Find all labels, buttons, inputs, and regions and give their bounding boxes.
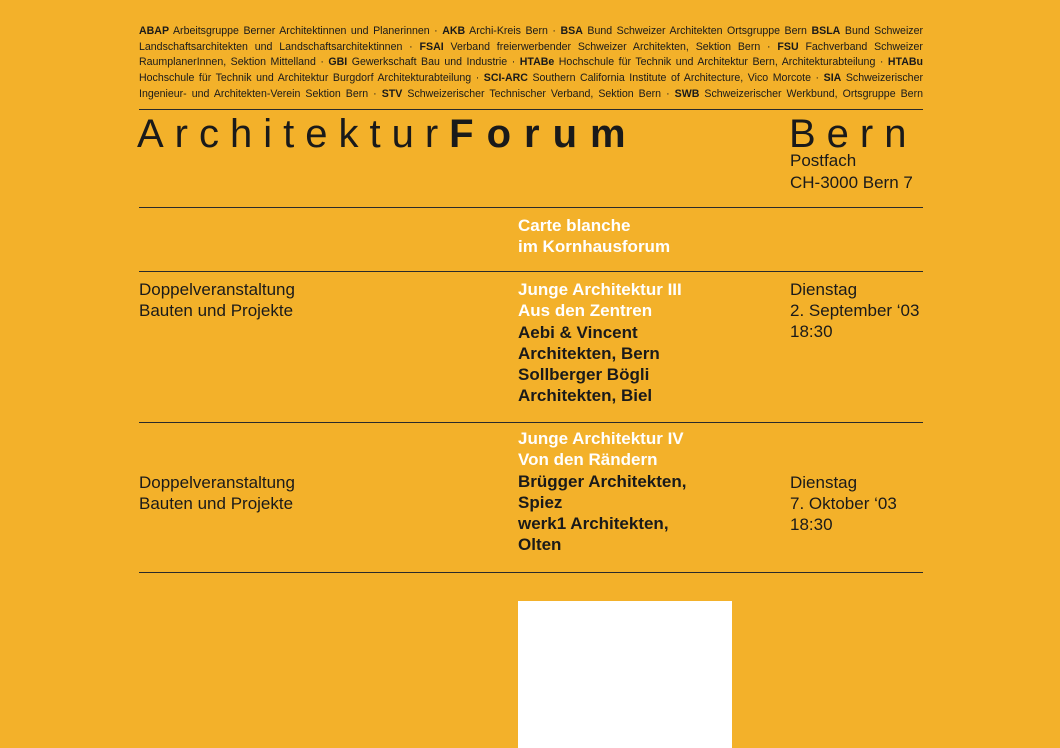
member-name: Fachverband Schweizer RaumplanerInnen, Sektion Mittelland [139, 40, 923, 69]
event-day: Dienstag [790, 280, 858, 299]
event-title: Junge Architektur IV [518, 429, 684, 448]
event-speaker: Architekten, Biel [518, 386, 653, 406]
member-name: Bund Schweizer Landschaftsarchitekten und Landschaftsarchitektinnen [139, 25, 924, 53]
event-title: Junge Architektur III [518, 280, 682, 299]
member-abbr: SIA [823, 72, 842, 85]
member-name: Southern California Institute of Architecture, Vico Morcote [532, 72, 811, 85]
address-line: Postfach [790, 151, 857, 170]
divider [139, 207, 923, 208]
member-name: Hochschule für Technik und Architektur Bern, Architekturabteilung [558, 56, 876, 69]
event-date: 7. Oktober ‘03 [790, 494, 897, 513]
member-name: Archi-Kreis Bern [469, 25, 548, 37]
event-date: 2. September ‘03 [790, 301, 920, 320]
event-details [518, 279, 778, 407]
event-type [139, 279, 295, 321]
member-name: Hochschule für Technik und Architektur Burgdorf Architekturabteilung [139, 72, 472, 85]
intro-line: Carte blanche [518, 216, 631, 235]
event-speaker: Spiez [518, 492, 563, 512]
member-name: Schweizerischer Werkbund, Ortsgruppe Bern [704, 87, 923, 100]
intro-heading [518, 215, 778, 258]
member-name: Schweizerischer Ingenieur- und Architekten-Verein Sektion Bern [139, 72, 923, 100]
member-abbr: GBI [328, 56, 348, 69]
event-type-line: Bauten und Projekte [139, 301, 294, 320]
member-abbr: SWB [674, 87, 700, 100]
member-abbr: STV [381, 87, 403, 100]
masthead-architektur: Architektur [137, 112, 450, 156]
event-speaker: Architekten, Bern [518, 343, 660, 363]
event-day: Dienstag [790, 473, 858, 492]
event-type-line: Doppelveranstaltung [139, 280, 295, 299]
member-organizations: ABAP Arbeitsgruppe Berner Architektinnen und Planerinnen · AKB Archi-Kreis Bern · BSA Bund Schweizer Architekten Ortsgruppe Bern BSLA Bund Schweizer Landschaftsarchitekten und Landschaftsarchitektinnen · FSAI Verband freierwerbender Schweizer Architekten, Sektion Bern · FSU Fachverband Schweizer RaumplanerInnen, Sektion Mittelland · GBI Gewerkschaft Bau und Industrie · HTABe Hochschule für Technik und Architektur Bern, Architekturabteilung · HTABu Hochschule für Technik und Architektur Burgdorf Architekturabteilung · SCI-ARC Southern California Institute of Architecture, Vico Morcote · SIA Schweizerischer Ingenieur- und Architekten-Verein Sektion Bern · STV Schweizerischer Technischer Verband, Sektion Bern · SWB Schweizerischer Werkbund, Ortsgruppe Bern [139, 25, 924, 100]
member-name: Arbeitsgruppe Berner Architektinnen und Planerinnen [172, 25, 430, 37]
postal-address [790, 150, 913, 194]
member-abbr: HTABu [887, 56, 923, 69]
event-speaker: Aebi & Vincent [518, 322, 638, 342]
event-datetime [790, 279, 919, 342]
event-speaker: Olten [518, 535, 562, 555]
event-speaker: Sollberger Bögli [518, 365, 650, 385]
masthead-bern: Bern [789, 112, 918, 156]
event-details [518, 428, 778, 556]
member-abbr: SCI-ARC [483, 72, 528, 85]
address-window [518, 601, 732, 748]
member-abbr: BSLA [811, 25, 841, 37]
member-abbr: FSU [777, 40, 799, 53]
event-type-line: Doppelveranstaltung [139, 473, 295, 492]
event-speaker: werk1 Architekten, [518, 514, 669, 534]
event-speaker: Brügger Architekten, [518, 471, 687, 491]
member-name: Verband freierwerbender Schweizer Architekten, Sektion Bern [450, 40, 761, 53]
masthead-title [137, 110, 639, 158]
divider [139, 422, 923, 423]
intro-line: im Kornhausforum [518, 237, 671, 257]
member-abbr: HTABe [519, 56, 555, 69]
member-name: Schweizerischer Technischer Verband, Sektion Bern [407, 87, 662, 100]
address-line: CH-3000 Bern 7 [790, 173, 913, 192]
event-type [139, 472, 295, 514]
member-abbr: ABAP [139, 25, 170, 37]
member-abbr: AKB [442, 25, 466, 37]
member-name: Gewerkschaft Bau und Industrie [351, 56, 508, 69]
event-time: 18:30 [790, 515, 833, 534]
event-subtitle: Aus den Zentren [518, 301, 653, 321]
event-datetime [790, 472, 897, 535]
event-subtitle: Von den Rändern [518, 450, 658, 470]
masthead-forum: Forum [449, 112, 639, 156]
event-time: 18:30 [790, 322, 833, 341]
divider [139, 271, 923, 272]
member-abbr: BSA [560, 25, 583, 37]
divider [139, 572, 923, 573]
event-type-line: Bauten und Projekte [139, 494, 294, 513]
member-abbr: FSAI [419, 40, 444, 53]
member-name: Bund Schweizer Architekten Ortsgruppe Bern [587, 25, 807, 37]
